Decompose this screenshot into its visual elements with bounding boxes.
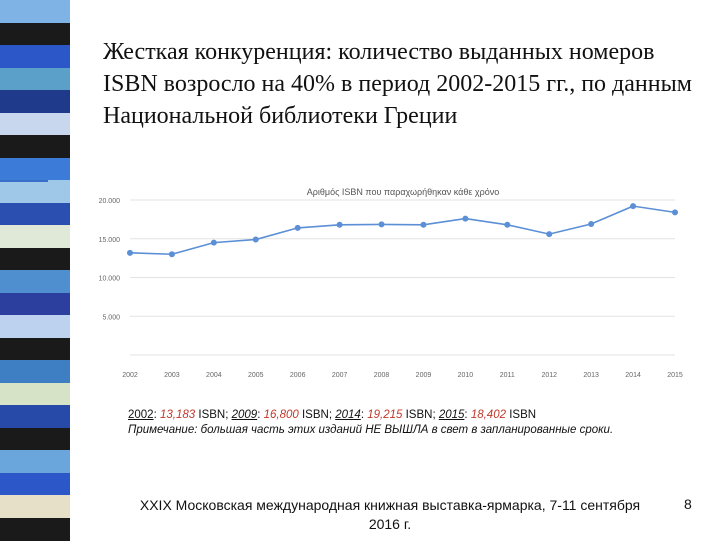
- strip-block: [0, 315, 70, 338]
- strip-block: [0, 383, 70, 406]
- decorative-line: [0, 180, 48, 182]
- y-tick-label: 10.000: [98, 275, 120, 283]
- strip-block: [0, 180, 70, 203]
- x-tick-label: 2014: [625, 372, 641, 379]
- x-tick-label: 2006: [289, 372, 306, 379]
- data-point: [253, 237, 259, 243]
- data-point: [588, 221, 594, 227]
- strip-block: [0, 90, 70, 113]
- data-point: [672, 209, 678, 215]
- strip-block: [0, 293, 70, 316]
- note-value-2002: 13,183: [159, 409, 196, 421]
- note-isbn: ISBN: [405, 409, 433, 421]
- strip-block: [0, 495, 70, 518]
- decorative-strip: [0, 0, 70, 540]
- chart-note: 2002: 13,183 ISBN; 2009: 16,800 ISBN; 2014: 19,215 ISBN; 2015: 18,402 ISBN Примечание: большая часть этих изданий НЕ ВЫШЛА в свет в запланированные сроки.: [128, 409, 614, 436]
- x-tick-label: 2015: [667, 372, 683, 379]
- note-value-2014: 19,215: [367, 409, 403, 421]
- data-point: [295, 225, 301, 231]
- data-point: [211, 240, 217, 246]
- y-tick-label: 20.000: [98, 198, 120, 205]
- strip-block: [0, 23, 70, 46]
- strip-block: [0, 360, 70, 383]
- page-number: 8: [684, 496, 692, 512]
- data-point: [504, 222, 510, 228]
- strip-block: [0, 0, 70, 23]
- note-value-2015: 18,402: [470, 409, 506, 421]
- data-point: [337, 222, 343, 228]
- data-point: [630, 203, 636, 209]
- strip-block: [0, 473, 70, 496]
- series-line: [130, 206, 675, 254]
- y-tick-label: 5.000: [102, 314, 120, 322]
- strip-block: [0, 428, 70, 451]
- strip-block: [0, 135, 70, 158]
- note-isbn: ISBN: [509, 409, 537, 421]
- strip-block: [0, 225, 70, 248]
- strip-block: [0, 45, 70, 68]
- strip-block: [0, 270, 70, 293]
- x-tick-label: 2002: [122, 372, 138, 379]
- x-tick-label: 2010: [457, 372, 474, 379]
- data-point: [546, 231, 552, 237]
- note-isbn: ISBN: [301, 409, 329, 421]
- slide-footer: XXIX Московская международная книжная выставка-ярмарка, 7-11 сентября 2016 г.: [139, 497, 641, 532]
- data-point: [379, 221, 385, 227]
- y-tick-label: 15.000: [98, 236, 120, 244]
- note-remark: Примечание: большая часть этих изданий НЕ ВЫШЛА в свет в запланированные сроки.: [128, 424, 614, 436]
- x-tick-label: 2009: [415, 372, 432, 379]
- chart-title: Αριθμός ISBN που παραχωρήθηκαν κάθε χρόνο: [306, 187, 500, 197]
- x-tick-label: 2012: [541, 372, 558, 379]
- strip-block: [0, 518, 70, 541]
- strip-block: [0, 248, 70, 271]
- chart: [85, 185, 690, 390]
- strip-block: [0, 158, 70, 181]
- note-isbn: ISBN: [198, 409, 226, 421]
- x-tick-label: 2008: [373, 372, 390, 379]
- strip-block: [0, 68, 70, 91]
- line-chart: [85, 185, 690, 390]
- strip-block: [0, 450, 70, 473]
- data-point: [420, 222, 426, 228]
- strip-block: [0, 405, 70, 428]
- slide-title: Жесткая конкуренция: количество выданных номеров ISBN возросло на 40% в период 2002-2015 гг., по данным Национальной библиотеки Греции: [103, 39, 692, 129]
- note-value-2009: 16,800: [263, 409, 299, 421]
- note-year-2015: 2015: [438, 409, 465, 421]
- note-year-2002: 2002: [128, 409, 154, 421]
- data-point: [127, 250, 133, 256]
- x-tick-label: 2004: [206, 372, 222, 379]
- note-year-2014: 2014: [335, 409, 361, 421]
- x-tick-label: 2011: [499, 372, 515, 379]
- strip-block: [0, 203, 70, 226]
- x-tick-label: 2003: [164, 372, 180, 379]
- x-tick-label: 2005: [247, 372, 264, 379]
- data-point: [169, 251, 175, 257]
- strip-block: [0, 338, 70, 361]
- data-point: [462, 216, 468, 222]
- strip-block: [0, 113, 70, 136]
- x-tick-label: 2007: [331, 372, 348, 379]
- x-tick-label: 2013: [583, 372, 599, 379]
- note-year-2009: 2009: [231, 409, 258, 421]
